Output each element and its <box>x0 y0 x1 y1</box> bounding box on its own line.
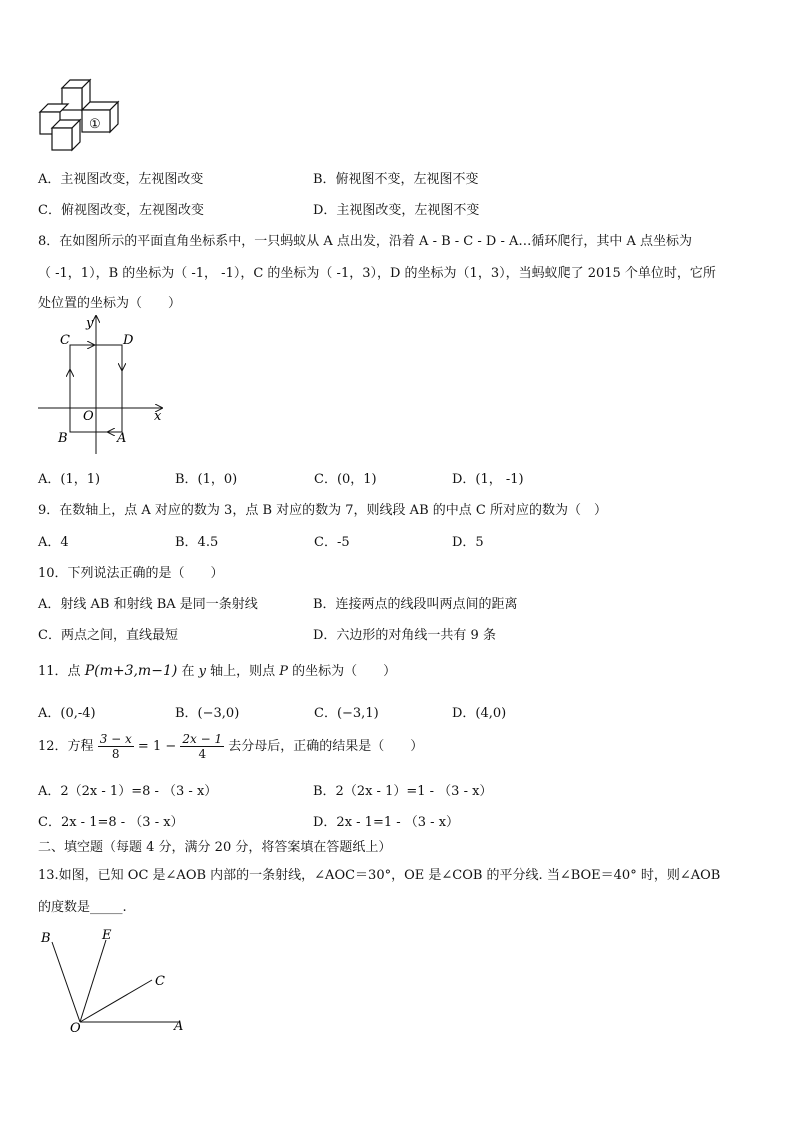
label-b: B <box>58 431 68 446</box>
q12-stem-pre: 12．方程 <box>38 739 94 754</box>
label-c: C <box>155 974 165 989</box>
q10-stem: 10．下列说法正确的是（ ） <box>38 566 224 581</box>
fraction-1 <box>98 732 134 761</box>
q10-option-b: B．连接两点的线段叫两点间的距离 <box>313 597 518 612</box>
section-heading: 二、填空题（每题 4 分，满分 20 分，将答案填在答题纸上） <box>38 840 392 855</box>
fraction-1-denominator: 8 <box>111 747 120 761</box>
ray-ob <box>52 942 80 1022</box>
label-x: x <box>154 409 162 424</box>
q8-coordinate-figure <box>36 312 176 458</box>
q10-option-a: A．射线 AB 和射线 BA 是同一条射线 <box>38 597 258 612</box>
q11-stem-pre: 11．点 <box>38 664 81 679</box>
q9-option-a: A．4 <box>38 535 69 550</box>
label-e: E <box>102 928 112 943</box>
fraction-2-denominator: 4 <box>198 747 207 761</box>
q9-option-c: C．-5 <box>314 535 350 550</box>
q9-stem: 9．在数轴上，点 A 对应的数为 3，点 B 对应的数为 7，则线段 AB 的中点 C 所对应的数为（ ） <box>38 503 607 518</box>
q10-option-d: D．六边形的对角线一共有 9 条 <box>313 628 496 643</box>
q11-point: P(m+3,m−1) <box>84 663 178 679</box>
cube-stack-figure <box>38 76 128 158</box>
q8-option-c: C．(0，1) <box>314 472 377 487</box>
label-a: A <box>117 431 127 446</box>
label-b: B <box>41 931 51 946</box>
q11-stem-post: 轴上，则点 <box>210 664 276 679</box>
q12-option-a: A．2（2x - 1）=8 - （3 - x） <box>38 784 218 799</box>
q11-stem <box>38 660 396 679</box>
q12-stem-post: 去分母后，正确的结果是（ ） <box>228 739 424 754</box>
q7-option-c: C．俯视图改变，左视图改变 <box>38 203 204 218</box>
q7-option-a: A．主视图改变，左视图改变 <box>38 172 204 187</box>
fraction-1-numerator: 3 − x <box>99 732 132 746</box>
q8-option-d: D．(1， -1) <box>452 472 524 487</box>
q11-option-d: D．(4,0) <box>452 706 507 721</box>
q11-stem-mid: 在 <box>181 664 195 679</box>
q11-option-b: B．(−3,0) <box>175 706 240 721</box>
q12-equals: = 1 − <box>137 739 177 754</box>
q8-stem-line1: 8．在如图所示的平面直角坐标系中，一只蚂蚁从 A 点出发，沿着 A - B - C - D - A…循环爬行，其中 A 点坐标为 <box>38 234 693 249</box>
label-y: y <box>86 316 94 331</box>
q9-option-d: D．5 <box>452 535 484 550</box>
q8-option-a: A．(1，1) <box>38 472 101 487</box>
q12-option-d: D．2x - 1=1 - （3 - x） <box>313 815 460 830</box>
label-a: A <box>174 1019 184 1034</box>
ray-oe <box>80 940 106 1022</box>
q13-stem-line1: 13.如图，已知 OC 是∠AOB 内部的一条射线，∠AOC＝30°，OE 是∠COB 的平分线. 当∠BOE＝40° 时，则∠AOB <box>38 868 721 883</box>
q10-option-c: C．两点之间，直线最短 <box>38 628 178 643</box>
q7-option-d: D．主视图改变，左视图不变 <box>313 203 480 218</box>
fraction-2 <box>180 732 224 761</box>
q8-stem-line3: 处位置的坐标为（ ） <box>38 296 182 311</box>
q11-p: P <box>279 664 289 679</box>
q13-stem-line2: 的度数是_____. <box>38 900 127 915</box>
label-c: C <box>60 333 70 348</box>
q11-option-a: A．(0,-4) <box>38 706 96 721</box>
q7-option-b: B．俯视图不变，左视图不变 <box>313 172 479 187</box>
q13-angle-figure <box>38 924 188 1036</box>
label-o: O <box>70 1021 81 1036</box>
q11-option-c: C．(−3,1) <box>314 706 379 721</box>
q11-stem-end: 的坐标为（ ） <box>292 664 397 679</box>
q8-stem-line2: （ -1，1），B 的坐标为（ -1， -1），C 的坐标为（ -1，3），D 的坐标为（1，3），当蚂蚁爬了 2015 个单位时，它所 <box>38 266 716 281</box>
q12-option-b: B．2（2x - 1）=1 - （3 - x） <box>313 784 493 799</box>
cube-label: ① <box>89 117 101 132</box>
q11-axis: y <box>198 664 206 679</box>
q12-option-c: C．2x - 1=8 - （3 - x） <box>38 815 184 830</box>
label-o: O <box>83 409 94 424</box>
label-d: D <box>123 333 134 348</box>
q9-option-b: B．4.5 <box>175 535 219 550</box>
fraction-2-numerator: 2x − 1 <box>182 732 223 746</box>
q12-stem <box>38 732 423 761</box>
q8-option-b: B．(1，0) <box>175 472 238 487</box>
